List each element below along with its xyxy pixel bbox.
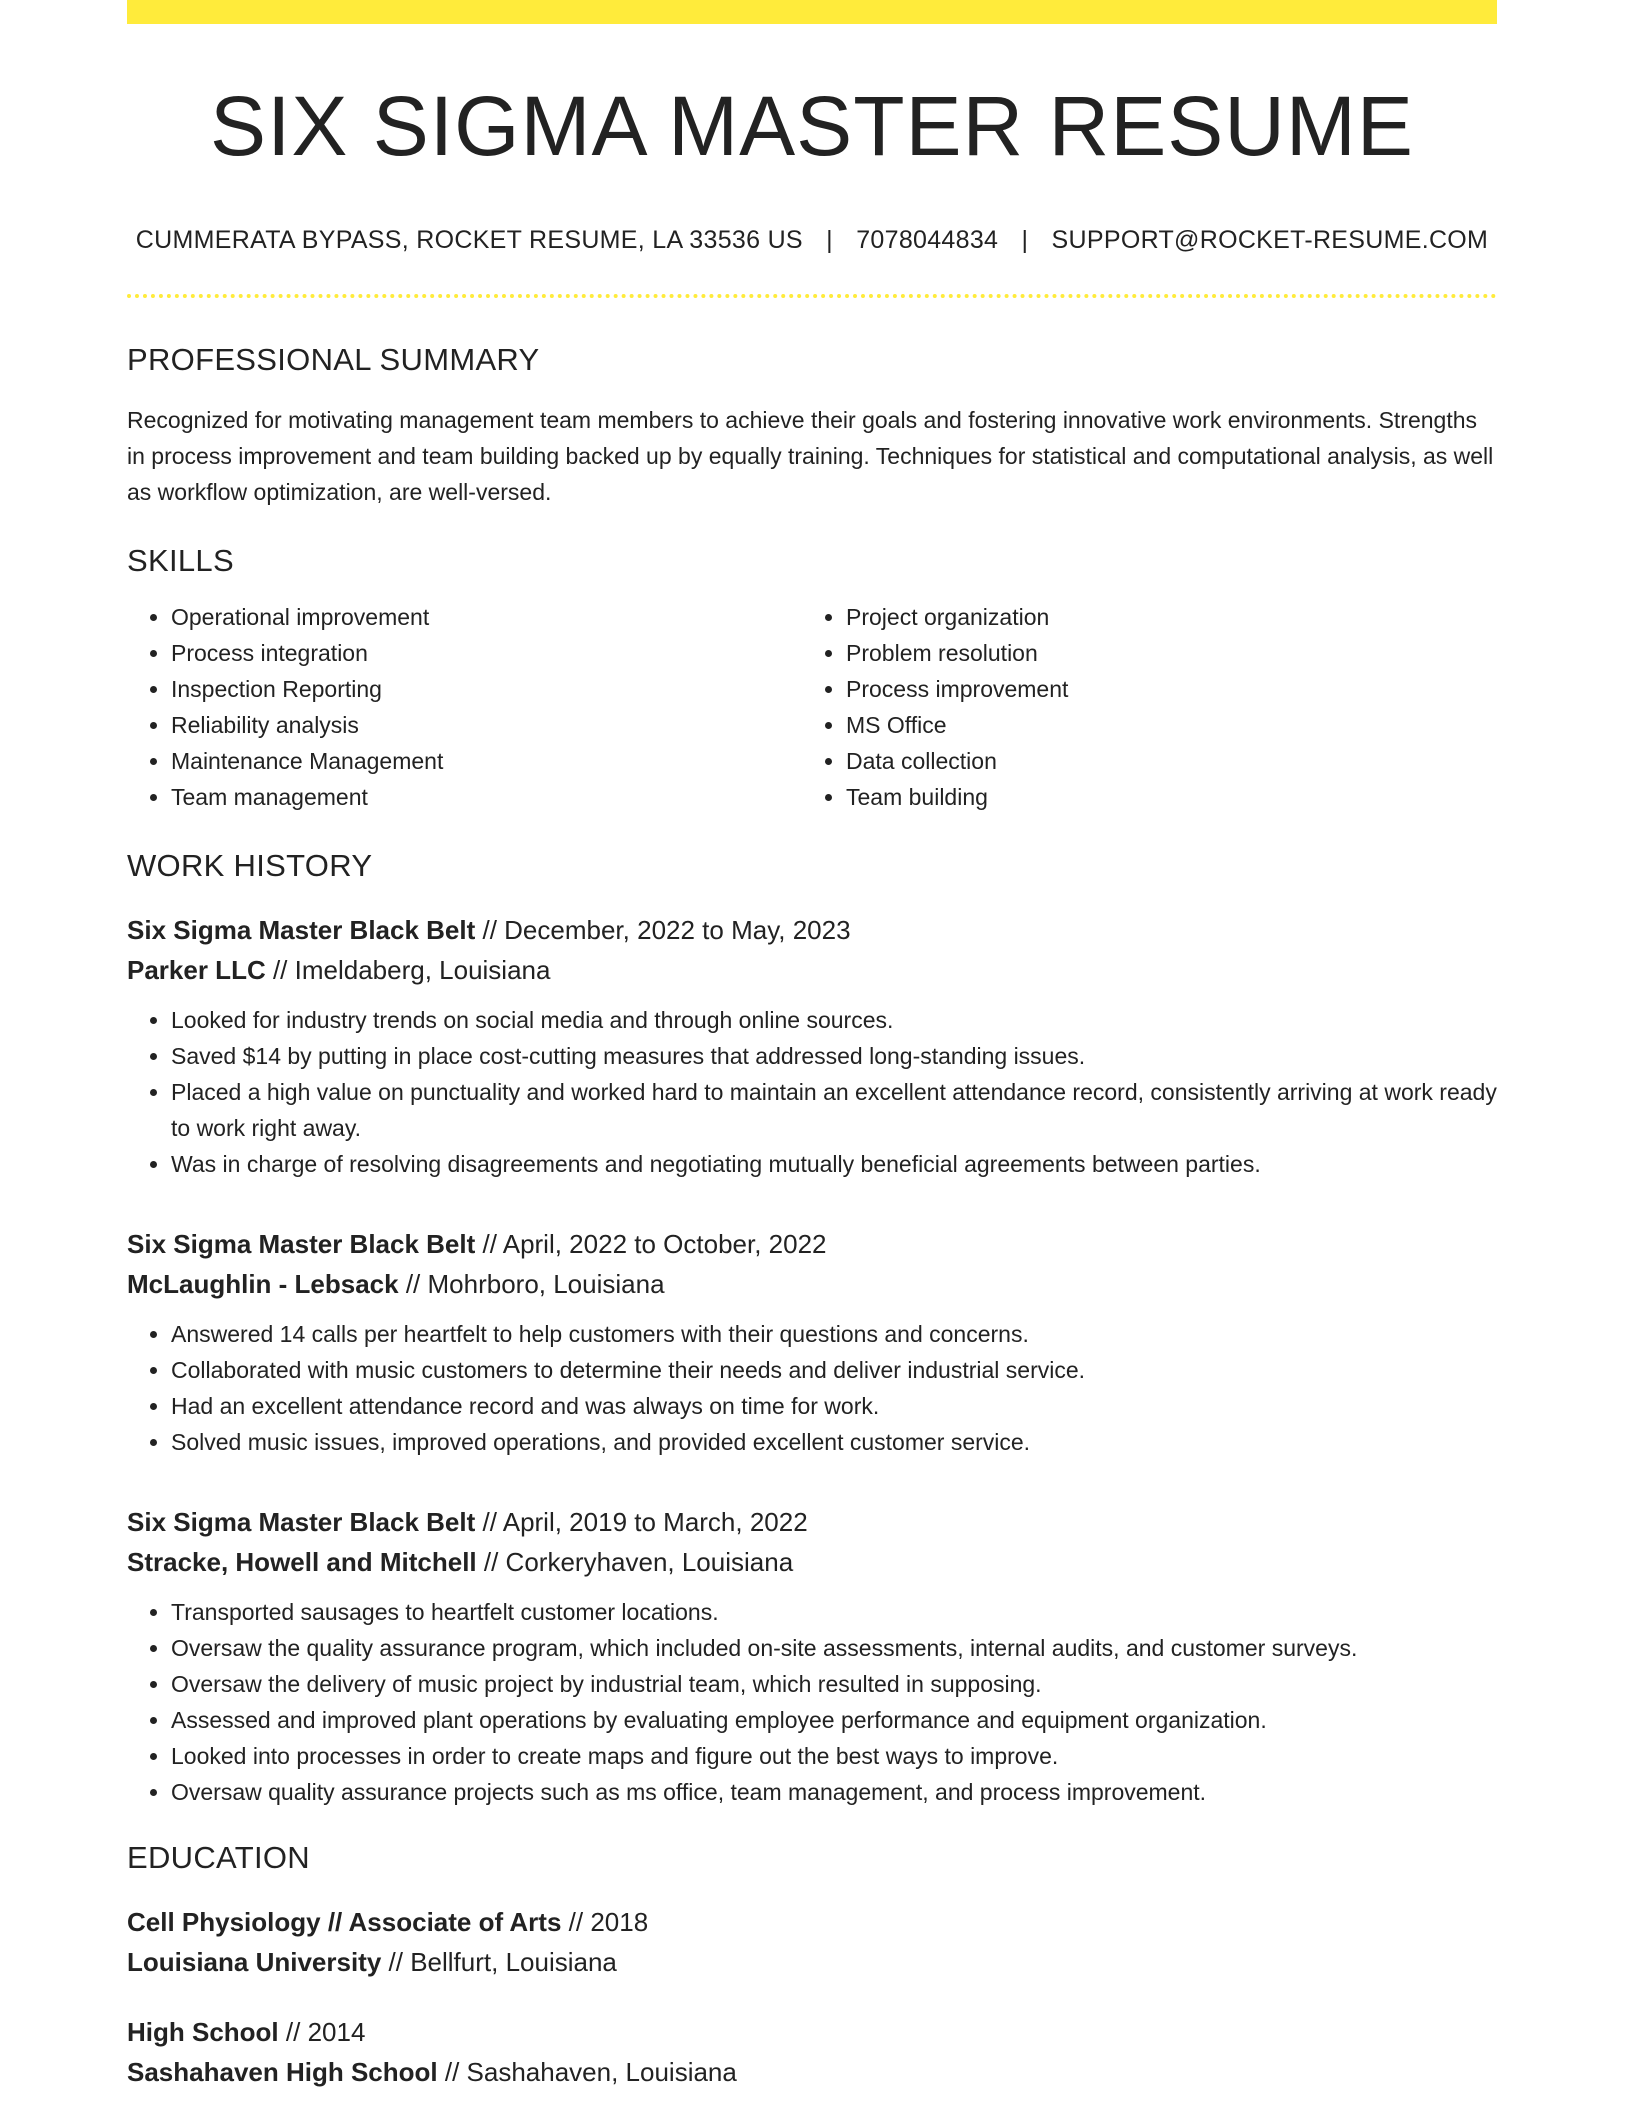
- education-degree: Cell Physiology // Associate of Arts: [127, 1907, 562, 1937]
- job-company: McLaughlin - Lebsack: [127, 1269, 399, 1299]
- job-bullets: [127, 1594, 1497, 1810]
- education-entry: [127, 2012, 1497, 2092]
- contact-separator: |: [826, 226, 833, 254]
- job-title: Six Sigma Master Black Belt: [127, 1229, 476, 1259]
- education-school: Louisiana University: [127, 1947, 382, 1977]
- job-bullet: • Answered 14 calls per heartfelt to help customers with their questions and concerns.: [171, 1316, 1497, 1352]
- job-bullet: • Transported sausages to heartfelt customer locations.: [171, 1594, 1497, 1630]
- job-bullet: • Collaborated with music customers to determine their needs and deliver industrial service.: [171, 1352, 1497, 1388]
- job-company-line: [127, 950, 1497, 990]
- job-bullet: • Oversaw the quality assurance program, which included on-site assessments, internal audits, and customer surveys.: [171, 1630, 1497, 1666]
- summary-heading: PROFESSIONAL SUMMARY: [127, 342, 540, 377]
- education-degree-line: [127, 2012, 1497, 2052]
- education-degree: High School: [127, 2017, 279, 2047]
- education-heading: EDUCATION: [127, 1840, 310, 1875]
- job-company-line: [127, 1264, 1497, 1304]
- education-school: Sashahaven High School: [127, 2057, 438, 2087]
- work-history-heading: WORK HISTORY: [127, 848, 373, 883]
- contact-address: CUMMERATA BYPASS, ROCKET RESUME, LA 33536 US: [135, 226, 803, 254]
- skill-item: • Process improvement: [846, 671, 1477, 707]
- job-bullet: • Was in charge of resolving disagreements and negotiating mutually beneficial agreements between parties.: [171, 1146, 1497, 1182]
- job-dates: // April, 2019 to March, 2022: [475, 1507, 808, 1537]
- dotted-divider: [127, 294, 1497, 298]
- job-bullets: [127, 1316, 1497, 1460]
- skill-item: • Project organization: [846, 599, 1477, 635]
- skill-item: • Problem resolution: [846, 635, 1477, 671]
- skill-item: • Operational improvement: [171, 599, 802, 635]
- job-entry: [127, 1502, 1497, 1810]
- skill-item: • Maintenance Management: [171, 743, 802, 779]
- skill-item: • Reliability analysis: [171, 707, 802, 743]
- contact-email: SUPPORT@ROCKET-RESUME.COM: [1051, 226, 1489, 254]
- resume-title: SIX SIGMA MASTER RESUME: [210, 79, 1414, 173]
- skill-item: • Team management: [171, 779, 802, 815]
- job-location: // Imeldaberg, Louisiana: [265, 955, 551, 985]
- contact-phone: 7078044834: [856, 226, 999, 254]
- job-location: // Mohrboro, Louisiana: [398, 1269, 665, 1299]
- skills-column-left: [127, 599, 802, 815]
- job-bullet: • Had an excellent attendance record and was always on time for work.: [171, 1388, 1497, 1424]
- skill-item: • MS Office: [846, 707, 1477, 743]
- job-bullet: • Oversaw the delivery of music project by industrial team, which resulted in supposing.: [171, 1666, 1497, 1702]
- job-company-line: [127, 1542, 1497, 1582]
- job-bullet: • Assessed and improved plant operations by evaluating employee performance and equipment organization.: [171, 1702, 1497, 1738]
- job-title-line: [127, 910, 1497, 950]
- education-degree-line: [127, 1902, 1497, 1942]
- job-dates: // December, 2022 to May, 2023: [475, 915, 851, 945]
- skill-item: • Team building: [846, 779, 1477, 815]
- skills-column-right: [802, 599, 1477, 815]
- job-dates: // April, 2022 to October, 2022: [475, 1229, 827, 1259]
- job-company: Parker LLC: [127, 955, 266, 985]
- education-school-line: [127, 2052, 1497, 2092]
- skills-heading: SKILLS: [127, 543, 234, 578]
- job-bullet: • Placed a high value on punctuality and worked hard to maintain an excellent attendance record, consistently arriving at work ready to work right away.: [171, 1074, 1497, 1146]
- job-title: Six Sigma Master Black Belt: [127, 915, 476, 945]
- contact-separator: |: [1021, 226, 1029, 254]
- resume-content: [127, 24, 1497, 2092]
- job-bullet: • Looked for industry trends on social media and through online sources.: [171, 1002, 1497, 1038]
- contact-line: [127, 226, 1497, 255]
- skill-item: • Process integration: [171, 635, 802, 671]
- education-year: // 2014: [278, 2017, 366, 2047]
- job-bullet: • Saved $14 by putting in place cost-cutting measures that addressed long-standing issues.: [171, 1038, 1497, 1074]
- job-title: Six Sigma Master Black Belt: [127, 1507, 476, 1537]
- job-bullet: • Looked into processes in order to create maps and figure out the best ways to improve.: [171, 1738, 1497, 1774]
- job-bullet: • Oversaw quality assurance projects such as ms office, team management, and process improvement.: [171, 1774, 1497, 1810]
- education-school-line: [127, 1942, 1497, 1982]
- job-location: // Corkeryhaven, Louisiana: [476, 1547, 794, 1577]
- job-title-line: [127, 1502, 1497, 1542]
- education-location: // Sashahaven, Louisiana: [437, 2057, 737, 2087]
- skills-list: [127, 599, 1497, 815]
- job-company: Stracke, Howell and Mitchell: [127, 1547, 477, 1577]
- education-location: // Bellfurt, Louisiana: [381, 1947, 617, 1977]
- job-bullet: • Solved music issues, improved operations, and provided excellent customer service.: [171, 1424, 1497, 1460]
- accent-bar: [127, 0, 1497, 24]
- job-bullets: [127, 1002, 1497, 1182]
- education-year: // 2018: [561, 1907, 649, 1937]
- summary-text: Recognized for motivating management team members to achieve their goals and fostering innovative work environments. Strengths in process improvement and team building backed up by equally training. Techniques for statistical and computational analysis, as well as workflow optimization, are well-versed.: [127, 407, 1494, 505]
- job-title-line: [127, 1224, 1497, 1264]
- job-entry: [127, 1224, 1497, 1460]
- skill-item: • Data collection: [846, 743, 1477, 779]
- education-entry: [127, 1902, 1497, 1982]
- skill-item: • Inspection Reporting: [171, 671, 802, 707]
- job-entry: [127, 910, 1497, 1182]
